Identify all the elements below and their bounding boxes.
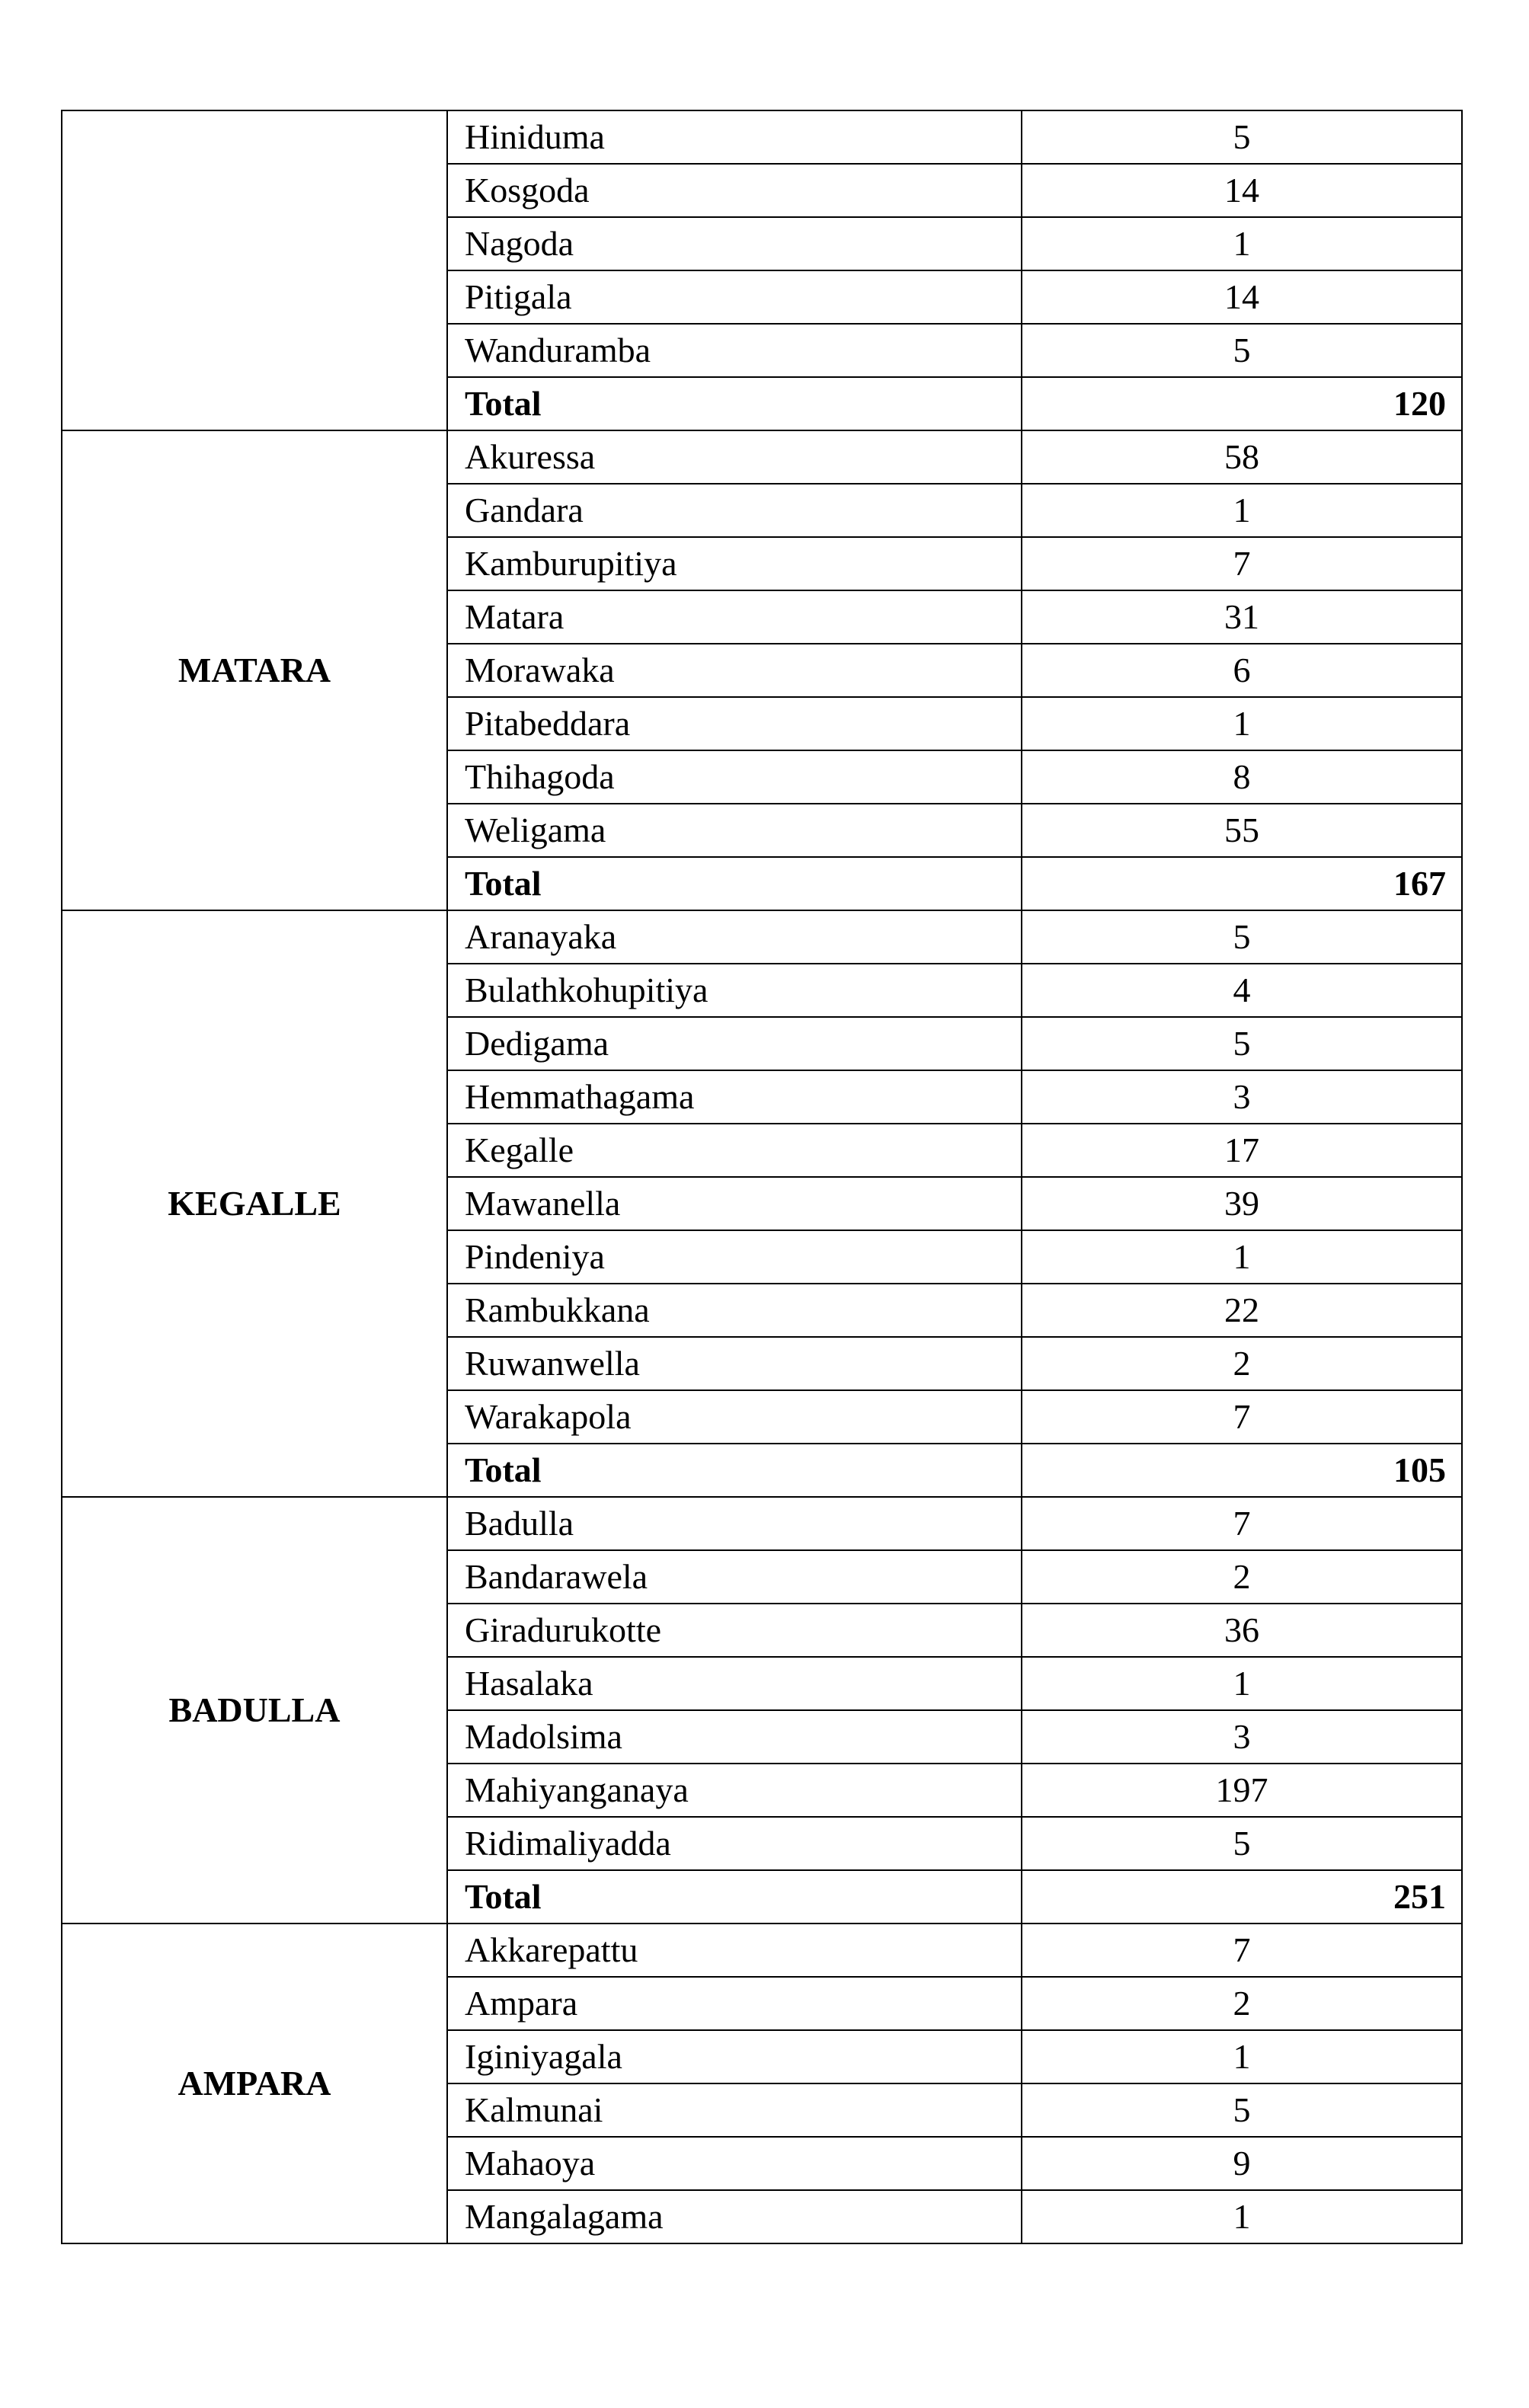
place-name: Ampara bbox=[447, 1977, 1022, 2030]
place-name: Pitigala bbox=[447, 270, 1022, 324]
place-name: Kalmunai bbox=[447, 2083, 1022, 2137]
place-name: Iginiyagala bbox=[447, 2030, 1022, 2083]
count-value: 1 bbox=[1022, 1230, 1462, 1284]
count-value: 7 bbox=[1022, 1924, 1462, 1977]
total-label: Total bbox=[447, 857, 1022, 910]
place-name: Hemmathagama bbox=[447, 1070, 1022, 1124]
district-cell-kegalle: KEGALLE bbox=[62, 910, 447, 1497]
place-name: Pindeniya bbox=[447, 1230, 1022, 1284]
count-value: 3 bbox=[1022, 1070, 1462, 1124]
place-name: Thihagoda bbox=[447, 750, 1022, 804]
district-cell-continued bbox=[62, 110, 447, 430]
place-name: Mawanella bbox=[447, 1177, 1022, 1230]
count-value: 1 bbox=[1022, 484, 1462, 537]
place-name: Morawaka bbox=[447, 644, 1022, 697]
place-name: Mahiyanganaya bbox=[447, 1764, 1022, 1817]
count-value: 14 bbox=[1022, 270, 1462, 324]
count-value: 22 bbox=[1022, 1284, 1462, 1337]
count-value: 5 bbox=[1022, 1017, 1462, 1070]
place-name: Kosgoda bbox=[447, 164, 1022, 217]
district-cell-badulla: BADULLA bbox=[62, 1497, 447, 1924]
count-value: 1 bbox=[1022, 1657, 1462, 1710]
count-value: 39 bbox=[1022, 1177, 1462, 1230]
count-value: 3 bbox=[1022, 1710, 1462, 1764]
count-value: 5 bbox=[1022, 2083, 1462, 2137]
district-data-table bbox=[61, 110, 1463, 2244]
count-value: 5 bbox=[1022, 110, 1462, 164]
count-value: 7 bbox=[1022, 1390, 1462, 1444]
place-name: Rambukkana bbox=[447, 1284, 1022, 1337]
place-name: Matara bbox=[447, 590, 1022, 644]
table-body bbox=[62, 110, 1462, 2243]
count-value: 8 bbox=[1022, 750, 1462, 804]
count-value: 17 bbox=[1022, 1124, 1462, 1177]
count-value: 1 bbox=[1022, 217, 1462, 270]
count-value: 58 bbox=[1022, 430, 1462, 484]
place-name: Akuressa bbox=[447, 430, 1022, 484]
place-name: Hiniduma bbox=[447, 110, 1022, 164]
place-name: Ridimaliyadda bbox=[447, 1817, 1022, 1870]
total-value: 105 bbox=[1022, 1444, 1462, 1497]
total-value: 120 bbox=[1022, 377, 1462, 430]
place-name: Warakapola bbox=[447, 1390, 1022, 1444]
total-label: Total bbox=[447, 1444, 1022, 1497]
table-row bbox=[62, 110, 1462, 164]
total-label: Total bbox=[447, 377, 1022, 430]
place-name: Pitabeddara bbox=[447, 697, 1022, 750]
total-value: 251 bbox=[1022, 1870, 1462, 1924]
count-value: 5 bbox=[1022, 1817, 1462, 1870]
count-value: 1 bbox=[1022, 697, 1462, 750]
count-value: 1 bbox=[1022, 2030, 1462, 2083]
count-value: 2 bbox=[1022, 1337, 1462, 1390]
count-value: 2 bbox=[1022, 1977, 1462, 2030]
place-name: Kegalle bbox=[447, 1124, 1022, 1177]
place-name: Madolsima bbox=[447, 1710, 1022, 1764]
count-value: 197 bbox=[1022, 1764, 1462, 1817]
place-name: Dedigama bbox=[447, 1017, 1022, 1070]
place-name: Weligama bbox=[447, 804, 1022, 857]
table-row bbox=[62, 430, 1462, 484]
count-value: 7 bbox=[1022, 537, 1462, 590]
place-name: Nagoda bbox=[447, 217, 1022, 270]
count-value: 14 bbox=[1022, 164, 1462, 217]
count-value: 5 bbox=[1022, 910, 1462, 964]
place-name: Mangalagama bbox=[447, 2190, 1022, 2243]
table-row bbox=[62, 910, 1462, 964]
place-name: Ruwanwella bbox=[447, 1337, 1022, 1390]
count-value: 1 bbox=[1022, 2190, 1462, 2243]
count-value: 7 bbox=[1022, 1497, 1462, 1550]
place-name: Akkarepattu bbox=[447, 1924, 1022, 1977]
total-value: 167 bbox=[1022, 857, 1462, 910]
place-name: Hasalaka bbox=[447, 1657, 1022, 1710]
place-name: Bandarawela bbox=[447, 1550, 1022, 1604]
count-value: 5 bbox=[1022, 324, 1462, 377]
district-cell-ampara: AMPARA bbox=[62, 1924, 447, 2243]
count-value: 9 bbox=[1022, 2137, 1462, 2190]
place-name: Mahaoya bbox=[447, 2137, 1022, 2190]
place-name: Kamburupitiya bbox=[447, 537, 1022, 590]
district-cell-matara: MATARA bbox=[62, 430, 447, 910]
count-value: 6 bbox=[1022, 644, 1462, 697]
count-value: 2 bbox=[1022, 1550, 1462, 1604]
place-name: Bulathkohupitiya bbox=[447, 964, 1022, 1017]
table-row bbox=[62, 1924, 1462, 1977]
count-value: 4 bbox=[1022, 964, 1462, 1017]
total-label: Total bbox=[447, 1870, 1022, 1924]
count-value: 31 bbox=[1022, 590, 1462, 644]
place-name: Gandara bbox=[447, 484, 1022, 537]
place-name: Aranayaka bbox=[447, 910, 1022, 964]
place-name: Giradurukotte bbox=[447, 1604, 1022, 1657]
table-row bbox=[62, 1497, 1462, 1550]
count-value: 55 bbox=[1022, 804, 1462, 857]
place-name: Badulla bbox=[447, 1497, 1022, 1550]
count-value: 36 bbox=[1022, 1604, 1462, 1657]
place-name: Wanduramba bbox=[447, 324, 1022, 377]
